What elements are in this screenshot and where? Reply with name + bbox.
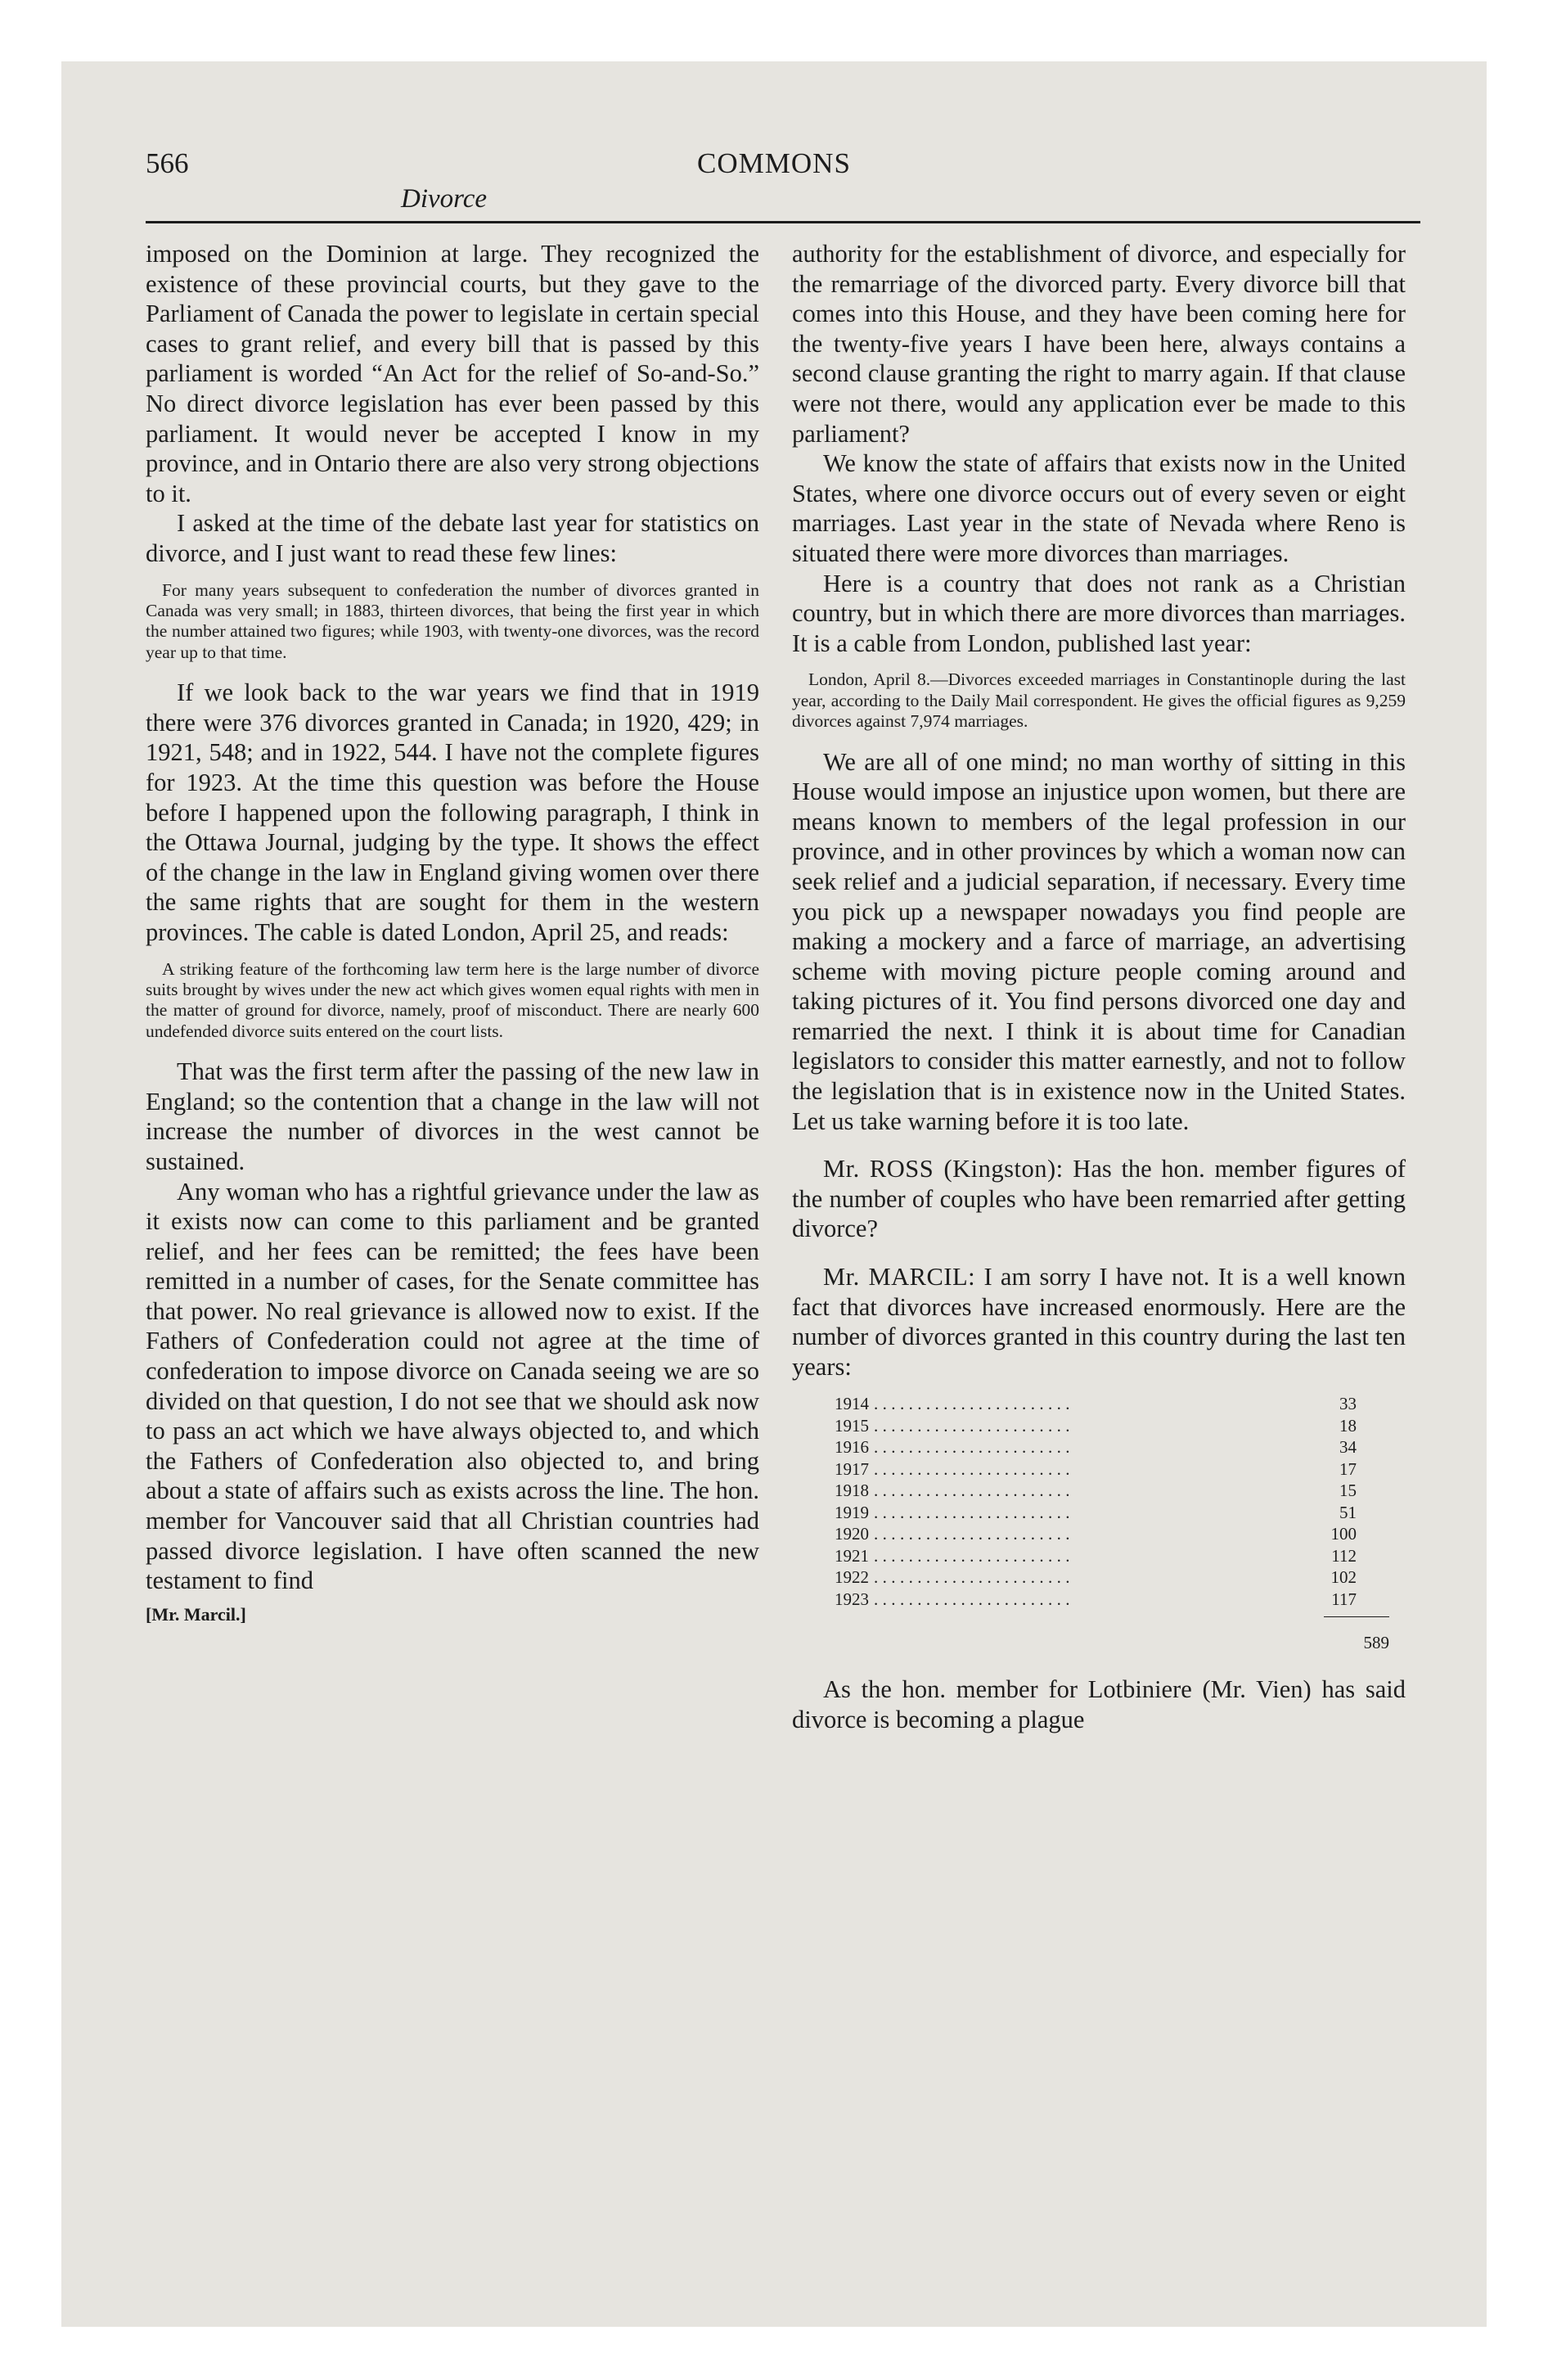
leader-dots: ....................... — [874, 1567, 1074, 1588]
paragraph: Here is a country that does not rank as a Christian country, but in which there are more divorces than marriages. It is a cable from London, published last year: — [792, 569, 1406, 657]
paragraph: I asked at the time of the debate last year for statistics on divorce, and I just want to read these few lines: — [146, 509, 759, 567]
total-rule — [1324, 1616, 1389, 1617]
paragraph: As the hon. member for Lotbiniere (Mr. Vien) has said divorce is becoming a plague — [792, 1675, 1406, 1733]
section-title: Divorce — [401, 184, 488, 214]
leader-dots: ....................... — [874, 1458, 1074, 1479]
table-row — [835, 1589, 1357, 1611]
paragraph: We know the state of affairs that exists now in the United States, where one divorce occurs out of every seven or eight marriages. Last year in the state of Nevada where Reno is situated there were more divorces than marriages. — [792, 449, 1406, 567]
count-cell: 15 — [1339, 1481, 1357, 1501]
count-cell: 51 — [1339, 1502, 1357, 1522]
count-cell: 33 — [1339, 1394, 1357, 1414]
year-cell: 1922 — [835, 1567, 869, 1588]
year-cell: 1916 — [835, 1437, 869, 1458]
year-cell: 1914 — [835, 1394, 869, 1414]
table-row — [835, 1566, 1357, 1589]
block-quote: A striking feature of the forthcoming law term here is the large number of divorce suits brought by wives under the new act which gives women equal rights with men in the matter of ground for divorce, namely, proof of misconduct. There are nearly 600 undefended divorce suits entered on the court lists. — [146, 958, 759, 1041]
speaker-name: Mr. ROSS (Kingston): — [823, 1155, 1064, 1183]
page-number: 566 — [146, 147, 189, 179]
table-row — [835, 1502, 1357, 1524]
year-cell: 1917 — [835, 1458, 869, 1479]
year-cell: 1918 — [835, 1481, 869, 1501]
count-cell: 102 — [1330, 1567, 1357, 1588]
table-row — [835, 1545, 1357, 1567]
divorce-statistics-table — [835, 1393, 1357, 1610]
speech-text: I am sorry I have not. It is a well known fact that divorces have increased enormously. Here are the number of divorces granted in this country during the last ten years: — [792, 1263, 1406, 1381]
left-column — [146, 239, 759, 1625]
table-total: 589 — [1363, 1633, 1389, 1653]
year-cell: 1915 — [835, 1415, 869, 1436]
paragraph: If we look back to the war years we find that in 1919 there were 376 divorces granted in Canada; in 1920, 429; in 1921, 548; and in 1922, 544. I have not the complete figures for 1923. At the time this question was before the House before I happened upon the following paragraph, I think in the Ottawa Journal, judging by the type. It shows the effect of the change in the law in England giving women over there the same rights that are sought for them in the western provinces. The cable is dated London, April 25, and reads: — [146, 678, 759, 946]
speaker-name: Mr. MARCIL: — [823, 1263, 976, 1291]
table-row — [835, 1458, 1357, 1481]
right-column — [792, 239, 1406, 1735]
leader-dots: ....................... — [874, 1524, 1074, 1544]
count-cell: 117 — [1331, 1589, 1357, 1609]
header-rule — [146, 221, 1420, 223]
block-quote: London, April 8.—Divorces exceeded marriages in Constantinople during the last year, according to the Daily Mail correspondent. He gives the official figures as 9,259 divorces against 7,974 marriages. — [792, 669, 1406, 732]
leader-dots: ....................... — [874, 1589, 1074, 1609]
table-row — [835, 1415, 1357, 1437]
count-cell: 34 — [1339, 1437, 1357, 1458]
speech-marcil — [792, 1262, 1406, 1382]
year-cell: 1919 — [835, 1502, 869, 1522]
year-cell: 1923 — [835, 1589, 869, 1609]
count-cell: 17 — [1339, 1458, 1357, 1479]
speech-text: Has the hon. member figures of the number of couples who have been remarried after getting divorce? — [792, 1155, 1406, 1243]
count-cell: 18 — [1339, 1415, 1357, 1436]
running-head: COMMONS — [697, 147, 851, 179]
leader-dots: ....................... — [874, 1481, 1074, 1501]
year-cell: 1920 — [835, 1524, 869, 1544]
year-cell: 1921 — [835, 1545, 869, 1566]
speaker-attribution: [Mr. Marcil.] — [146, 1603, 246, 1625]
table-row — [835, 1523, 1357, 1545]
paragraph: We are all of one mind; no man worthy of sitting in this House would impose an injustice upon women, but there are means known to members of the legal profession in our province, and in other provinces by which a woman now can seek relief and a judicial separation, if necessary. Every time you pick up a newspaper nowadays you find people are making a mockery and a farce of marriage, an advertising scheme with moving picture people coming around and taking pictures of it. You find persons divorced one day and remarried the next. I think it is about time for Canadian legislators to consider this matter earnestly, and not to follow the legislation that is in existence now in the United States. Let us take warning before it is too late. — [792, 747, 1406, 1135]
leader-dots: ....................... — [874, 1415, 1074, 1436]
leader-dots: ....................... — [874, 1437, 1074, 1458]
speech-ross — [792, 1154, 1406, 1244]
count-cell: 112 — [1331, 1545, 1357, 1566]
block-quote: For many years subsequent to confederation the number of divorces granted in Canada was very small; in 1883, thirteen divorces, that being the first year in which the number attained two figures; while 1903, with twenty-one divorces, was the record year up to that time. — [146, 579, 759, 662]
table-row — [835, 1393, 1357, 1415]
leader-dots: ....................... — [874, 1394, 1074, 1414]
paragraph: authority for the establishment of divorce, and especially for the remarriage of the divorced party. Every divorce bill that comes into this House, and they have been coming here for the twenty-five years I have been here, always contains a second clause granting the right to marry again. If that clause were not there, would any application ever be made to this parliament? — [792, 240, 1406, 448]
paragraph: Any woman who has a rightful grievance under the law as it exists now can come to this parliament and be granted relief, and her fees can be remitted; the fees have been remitted in a number of cases, for the Senate committee has that power. No real grievance is allowed now to exist. If the Fathers of Confederation could not agree at the time of confederation to impose divorce on Canada seeing we are so divided on that question, I do not see that we should ask now to pass an act which we have always objected to, and which the Fathers of Confederation also objected to, and bring about a state of affairs such as exists across the line. The hon. member for Vancouver said that all Christian countries had passed divorce legislation. I have often scanned the new testament to find — [146, 1177, 759, 1595]
table-row — [835, 1480, 1357, 1502]
table-row — [835, 1436, 1357, 1458]
leader-dots: ....................... — [874, 1502, 1074, 1522]
count-cell: 100 — [1330, 1524, 1357, 1544]
leader-dots: ....................... — [874, 1545, 1074, 1566]
paragraph: That was the first term after the passing of the new law in England; so the contention that a change in the law will not increase the number of divorces in the west cannot be sustained. — [146, 1057, 759, 1175]
paragraph: imposed on the Dominion at large. They recognized the existence of these provincial courts, but they gave to the Parliament of Canada the power to legislate in certain special cases to grant relief, and every bill that is passed by this parliament is worded “An Act for the relief of So-and-So.” No direct divorce legislation has ever been passed by this parliament. It would never be accepted I know in my province, and in Ontario there are also very strong objections to it. — [146, 240, 759, 507]
